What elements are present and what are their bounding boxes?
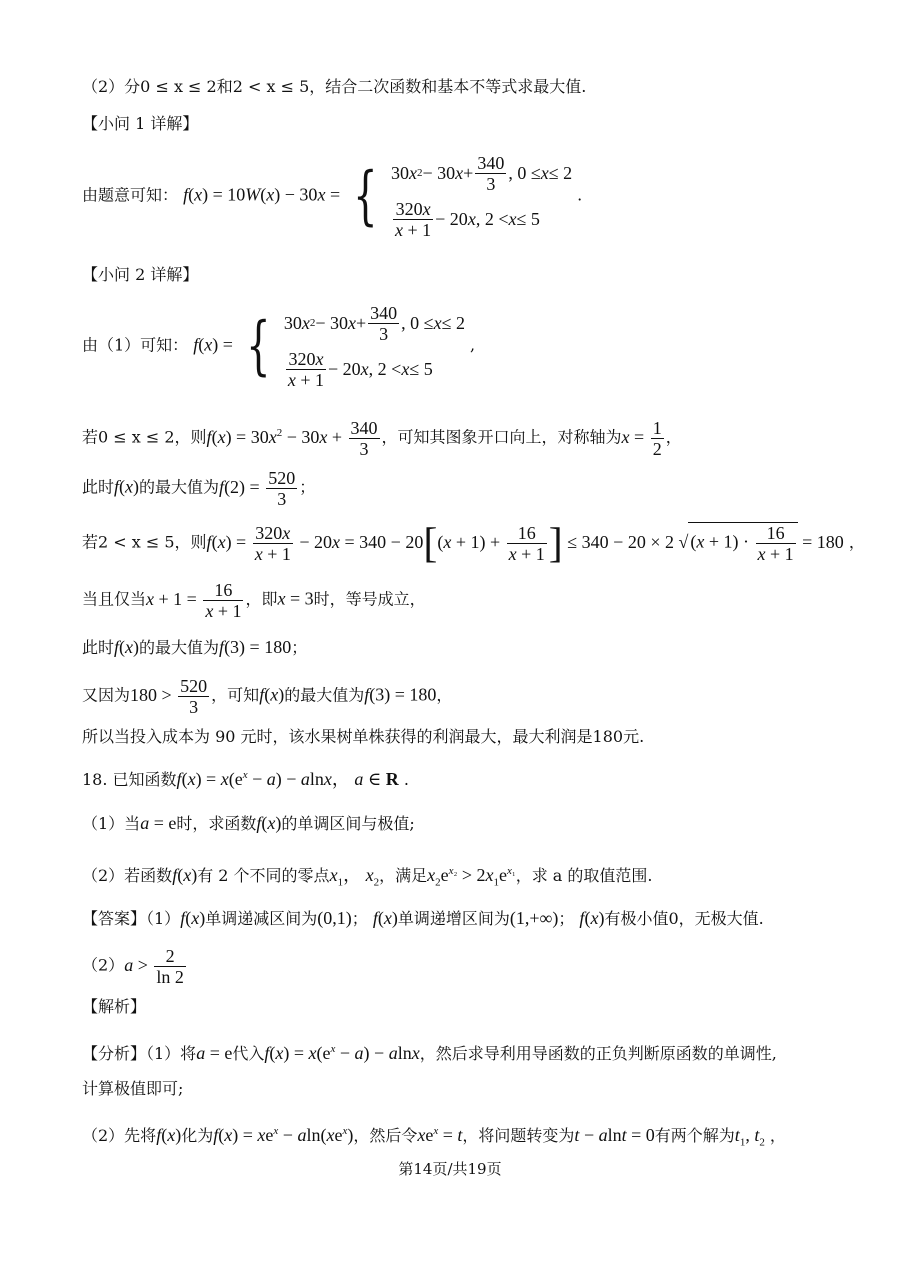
math-expr: f(x): [256, 813, 282, 833]
math-expr: f(x): [114, 637, 140, 657]
text: 又因为: [82, 685, 131, 705]
question-18-1: [82, 812, 415, 835]
math-expr: x = 3: [277, 588, 314, 609]
text: 代入: [232, 1044, 265, 1063]
text: 的最大值为: [139, 477, 220, 497]
math-expr: a > $\frac{2}{\ln 2}$: [124, 946, 184, 987]
page-footer: 第14页/共19页: [398, 1160, 502, 1178]
math-expr: x + 1 = $\frac{16}{x + 1}$: [146, 580, 242, 621]
answer-line-2: [82, 946, 188, 987]
math-expr: f(2) = $\frac{520}{3}$: [219, 468, 296, 509]
text: ，即: [245, 589, 278, 609]
text: 时，求函数: [176, 814, 257, 833]
text: 当且仅当: [82, 589, 147, 609]
brace: {: [353, 159, 378, 233]
text: 的最大值为: [284, 685, 365, 705]
line-max-2: 此时f(x)的最大值为f(3) = 180；: [82, 637, 308, 657]
line-f-def-2: 由（1）可知： f(x) = { 30 x 2 − 30 x + $\frac{340}{3}$ , 0 ≤ x ≤ 2 $\frac{320x}{x + 1}$ − 20 x , 2 < x ≤ 5 ,: [82, 300, 475, 392]
line-compare: 又因为180 > $\frac{520}{3}$ ，可知f(x)的最大值为f(3) = 180，: [82, 676, 453, 717]
math-expr: x = $\frac{1}{2}$: [621, 418, 662, 459]
text: 若0 ≤ x ≤ 2，则: [82, 427, 207, 447]
text: 的最大值为: [139, 638, 220, 657]
text: ，满足: [379, 866, 428, 885]
math-expr: f(x) = 10W(x) − 30x =: [183, 184, 341, 205]
text: 单调递增区间为: [397, 909, 510, 928]
math-expr: f(x): [114, 476, 140, 497]
math-expr: f(x) =: [193, 334, 233, 355]
math-expr: f(3) = 180: [219, 637, 292, 657]
line-case-2: 若2 < x ≤ 5，则f(x) = $\frac{320x}{x + 1}$ − 20x = 340 − 20[(x + 1) + $\frac{16}{x + 1}$ ] ≤ 340 − 20 × 2 √ (x + 1) · $\frac{16}{x + 1}$ = 180 ，: [82, 520, 865, 567]
piecewise: 30 x 2 − 30 x + $\frac{340}{3}$ , 0 ≤ x ≤ 2 $\frac{320x}{x + 1}$ − 20 x , 2 < x ≤ 5: [283, 302, 465, 390]
text: （2）若函数: [82, 866, 173, 885]
math-expr: f(x): [259, 684, 285, 705]
math-expr: (0,1): [317, 908, 352, 928]
math-expr: f(x): [579, 908, 605, 928]
brace: {: [246, 309, 271, 383]
text: 化为: [181, 1126, 214, 1145]
math-expr: t − alnt = 0: [574, 1125, 655, 1145]
text: ，可知其图象开口向上，对称轴为: [381, 427, 622, 447]
line-equality: [82, 580, 426, 621]
text: 有两个解为: [654, 1126, 735, 1145]
text: 【分析】（1）将: [82, 1044, 197, 1063]
text: ，然后求导利用导函数的正负判断原函数的单调性,: [419, 1044, 777, 1063]
text: 由题意可知：: [82, 185, 179, 205]
math-expr: f(x) = $\frac{320x}{x + 1}$ − 20x = 340 − 20[(x + 1) + $\frac{16}{x + 1}$ ] ≤ 340 − 20 × 2 √ (x + 1) · $\frac{16}{x + 1}$ = 180: [206, 520, 844, 567]
line-f-def-1: 由题意可知： f(x) = 10W(x) − 30x = { 30 x 2 − 30 x + $\frac{340}{3}$ , 0 ≤ x ≤ 2 $\frac{320x}{x + 1}$ − 20 x , 2 < x ≤ 5 .: [82, 150, 582, 242]
text: 单调递减区间为: [205, 909, 318, 928]
math-expr: a = e: [140, 813, 177, 833]
text: 由（1）可知：: [82, 335, 189, 355]
math-expr: $t_1$, $t_2$: [734, 1125, 765, 1149]
fenxi-line-3: （2）先将f(x)化为$f(x) = xe^x - aln(xe^x)$，然后令$xe^x = t$，将问题转变为t − alnt = 0有两个解为$t_1$, $t_2$ ，: [82, 1125, 786, 1149]
text: ，将问题转变为: [462, 1126, 575, 1145]
fenxi-line-1: [82, 1038, 777, 1065]
math-expr: f(x): [156, 1125, 182, 1145]
math-expr: $x_2e^{x_2} > 2x_1e^{x_1}$: [427, 865, 516, 889]
question-18-2: [82, 860, 653, 894]
math-expr: f(x): [172, 865, 198, 885]
text: 有极小值0，无极大值.: [604, 909, 764, 928]
question-18: 18. 已知函数$f(x) = x(e^x - a) - alnx$， a ∈ R .: [82, 769, 409, 789]
text: （2）先将: [82, 1126, 157, 1145]
math-expr: a = e: [196, 1043, 233, 1063]
line-conclusion: 所以当投入成本为 90 元时，该水果树单株获得的利润最大，最大利润是180元.: [82, 727, 645, 746]
math-expr: f(3) = 180: [364, 684, 437, 705]
text: 的单调区间与极值;: [281, 814, 415, 833]
math-expr: $f(x) = x(e^x - a) - alnx$， a ∈ R: [176, 769, 399, 789]
line-max-1: 此时f(x)的最大值为f(2) = $\frac{520}{3}$ ；: [82, 468, 316, 509]
text: （2）: [82, 955, 125, 975]
math-expr: $f(x) = 30x^2 - 30x$ + $\frac{340}{3}$: [206, 418, 378, 459]
text: ，可知: [211, 685, 260, 705]
answer-line-1: 【答案】（1）f(x)单调递减区间为(0,1)； f(x)单调递增区间为(1,+∞)； f(x)有极小值0，无极大值.: [82, 908, 764, 928]
heading-q2: 【小问 2 详解】: [82, 265, 199, 284]
text: （1）当: [82, 814, 141, 833]
math-expr: $x_1$， $x_2$: [329, 865, 380, 889]
text: ，求 a 的取值范围.: [515, 866, 653, 885]
fenxi-line-2: 计算极值即可;: [82, 1079, 184, 1098]
text: ，然后令: [353, 1126, 418, 1145]
math-expr: f(x): [180, 908, 206, 928]
text: 18. 已知函数: [82, 770, 177, 789]
math-expr: $f(x) = x(e^x - a) - alnx$: [264, 1043, 420, 1063]
text: 时，等号成立，: [313, 589, 426, 609]
text: 此时: [82, 477, 115, 497]
line-analysis-2: （2）分0 ≤ x ≤ 2和2 < x ≤ 5，结合二次函数和基本不等式求最大值.: [82, 77, 587, 96]
text: 有 2 个不同的零点: [197, 866, 330, 885]
math-expr: 180 > $\frac{520}{3}$: [130, 676, 208, 717]
math-expr: f(x): [372, 908, 398, 928]
math-expr: (1,+∞): [509, 908, 559, 928]
math-expr: $xe^x = t$: [417, 1125, 463, 1145]
heading-q1: 【小问 1 详解】: [82, 114, 199, 133]
math-expr: $f(x) = xe^x - aln(xe^x)$: [213, 1125, 354, 1145]
text: 若2 < x ≤ 5，则: [82, 532, 207, 552]
piecewise: 30 x 2 − 30 x + $\frac{340}{3}$ , 0 ≤ x ≤ 2 $\frac{320x}{x + 1}$ − 20 x , 2 < x ≤ 5: [391, 152, 573, 240]
text: 此时: [82, 638, 115, 657]
jiexi-label: 【解析】: [82, 997, 147, 1016]
line-case-1: 若0 ≤ x ≤ 2，则$f(x) = 30x^2 - 30x$ + $\frac{340}{3}$ ，可知其图象开口向上，对称轴为x = $\frac{1}{2}$ ，: [82, 418, 682, 459]
text: 【答案】（1）: [82, 909, 181, 928]
